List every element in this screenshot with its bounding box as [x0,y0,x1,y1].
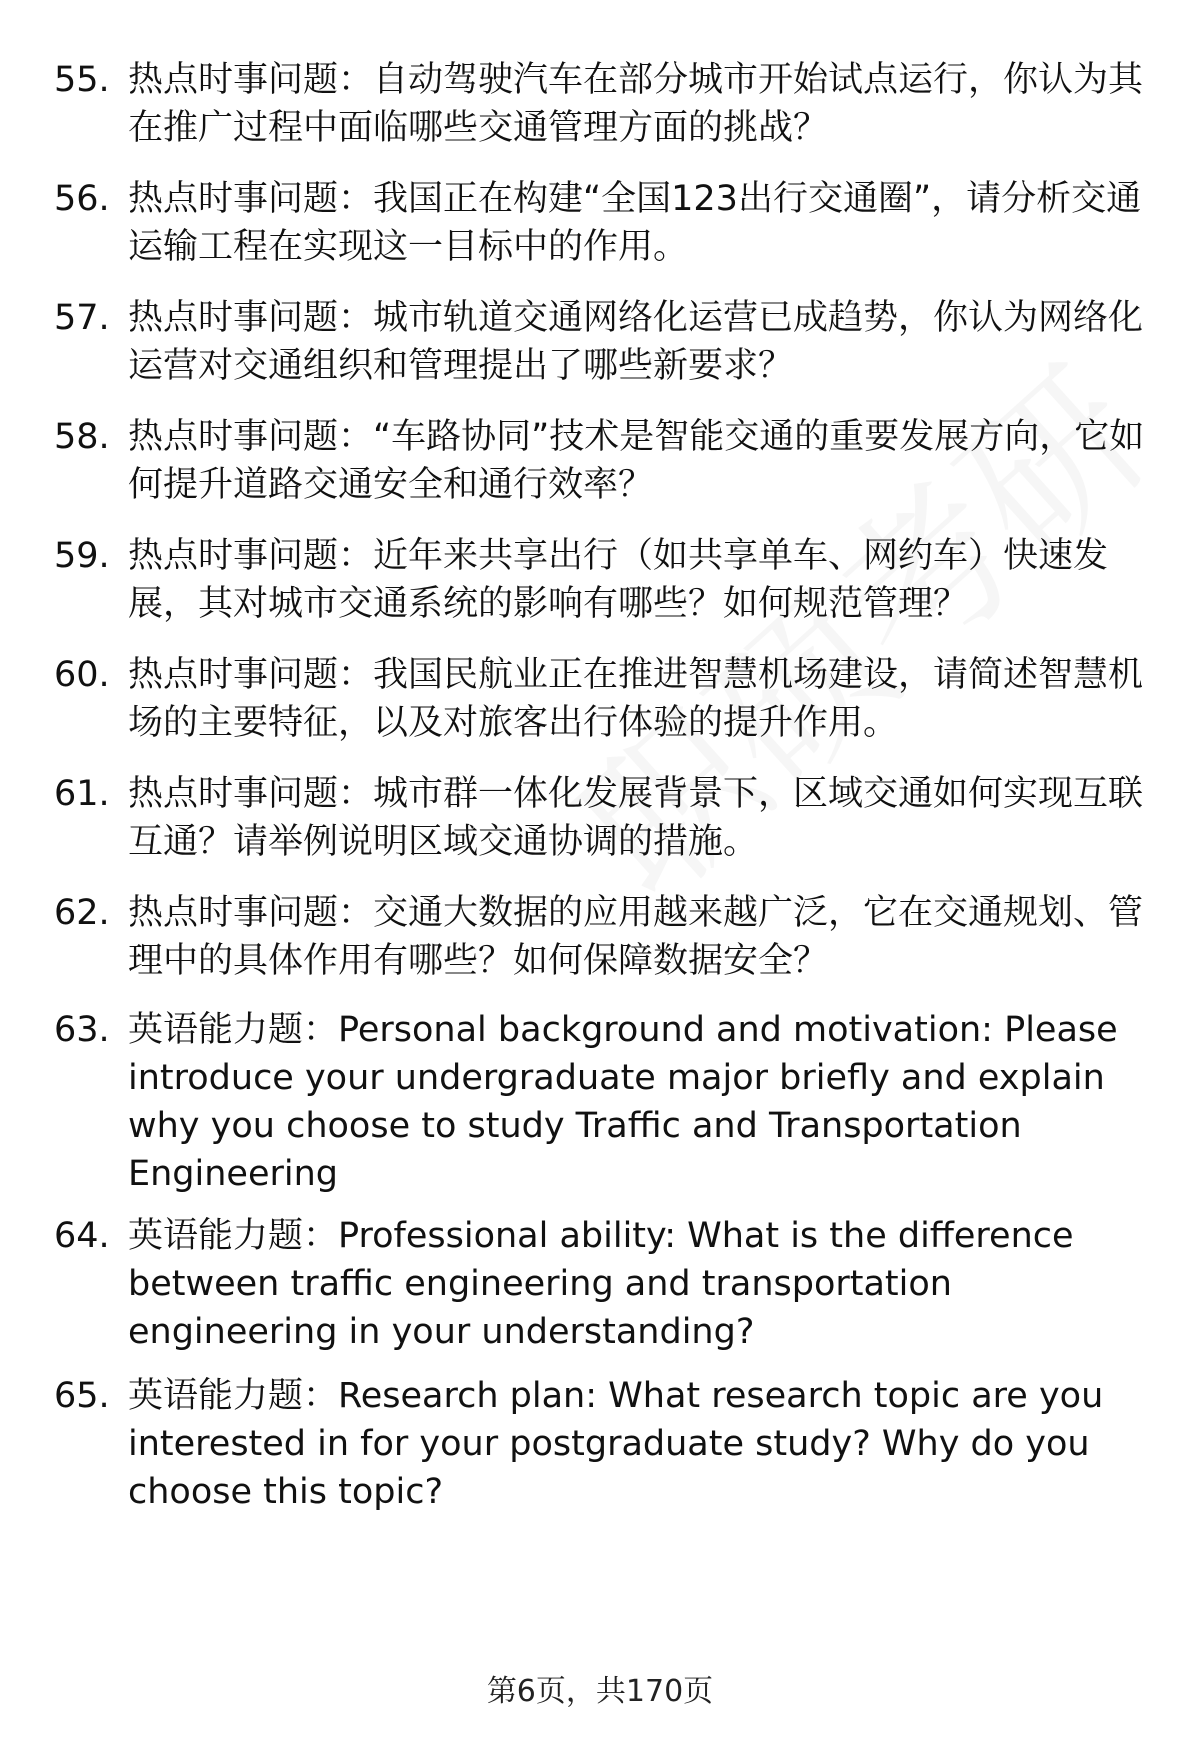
question-number: 56. [54,179,110,219]
question-item [54,651,1164,747]
question-text: 热点时事问题：城市群一体化发展背景下，区域交通如何实现互联互通？请举例说明区域交通协调的措施。 [128,774,1144,862]
question-number: 61. [54,774,110,814]
question-text: 热点时事问题：近年来共享出行（如共享单车、网约车）快速发展，其对城市交通系统的影响有哪些？如何规范管理？ [128,536,1109,624]
question-text: 热点时事问题：“车路协同”技术是智能交通的重要发展方向，它如何提升道路交通安全和通行效率？ [128,417,1145,505]
question-item [54,56,1164,152]
question-item [54,770,1164,866]
question-number: 64. [54,1216,110,1256]
question-text: 英语能力题：Professional ability: What is the difference between traffic engineering and transportation engineering in your understanding? [128,1216,1074,1352]
question-number: 60. [54,655,110,695]
question-text: 热点时事问题：我国正在构建“全国123出行交通圈”，请分析交通运输工程在实现这一目标中的作用。 [128,179,1142,267]
question-item [54,889,1164,985]
question-number: 58. [54,417,110,457]
question-item [54,413,1164,509]
question-item [54,175,1164,271]
question-item [54,1212,1164,1356]
question-text: 热点时事问题：交通大数据的应用越来越广泛，它在交通规划、管理中的具体作用有哪些？如何保障数据安全？ [128,893,1144,981]
question-text: 热点时事问题：自动驾驶汽车在部分城市开始试点运行，你认为其在推广过程中面临哪些交通管理方面的挑战？ [128,60,1144,148]
question-item [54,1372,1164,1516]
question-number: 55. [54,60,110,100]
question-number: 63. [54,1010,110,1050]
question-number: 57. [54,298,110,338]
question-item [54,294,1164,390]
question-item [54,1006,1164,1198]
question-item [54,532,1164,628]
question-text: 英语能力题：Personal background and motivation: Please introduce your undergraduate major briefly and explain why you choose to study Traffic and Transportation Engineering [128,1010,1118,1194]
question-text: 热点时事问题：城市轨道交通网络化运营已成趋势，你认为网络化运营对交通组织和管理提出了哪些新要求？ [128,298,1144,386]
question-number: 62. [54,893,110,933]
question-text: 英语能力题：Research plan: What research topic are you interested in for your postgraduate study? Why do you choose this topic? [128,1376,1104,1512]
question-number: 59. [54,536,110,576]
question-number: 65. [54,1376,110,1416]
page-number-footer: 第6页，共170页 [486,1674,714,1709]
question-text: 热点时事问题：我国民航业正在推进智慧机场建设，请简述智慧机场的主要特征，以及对旅客出行体验的提升作用。 [128,655,1144,743]
